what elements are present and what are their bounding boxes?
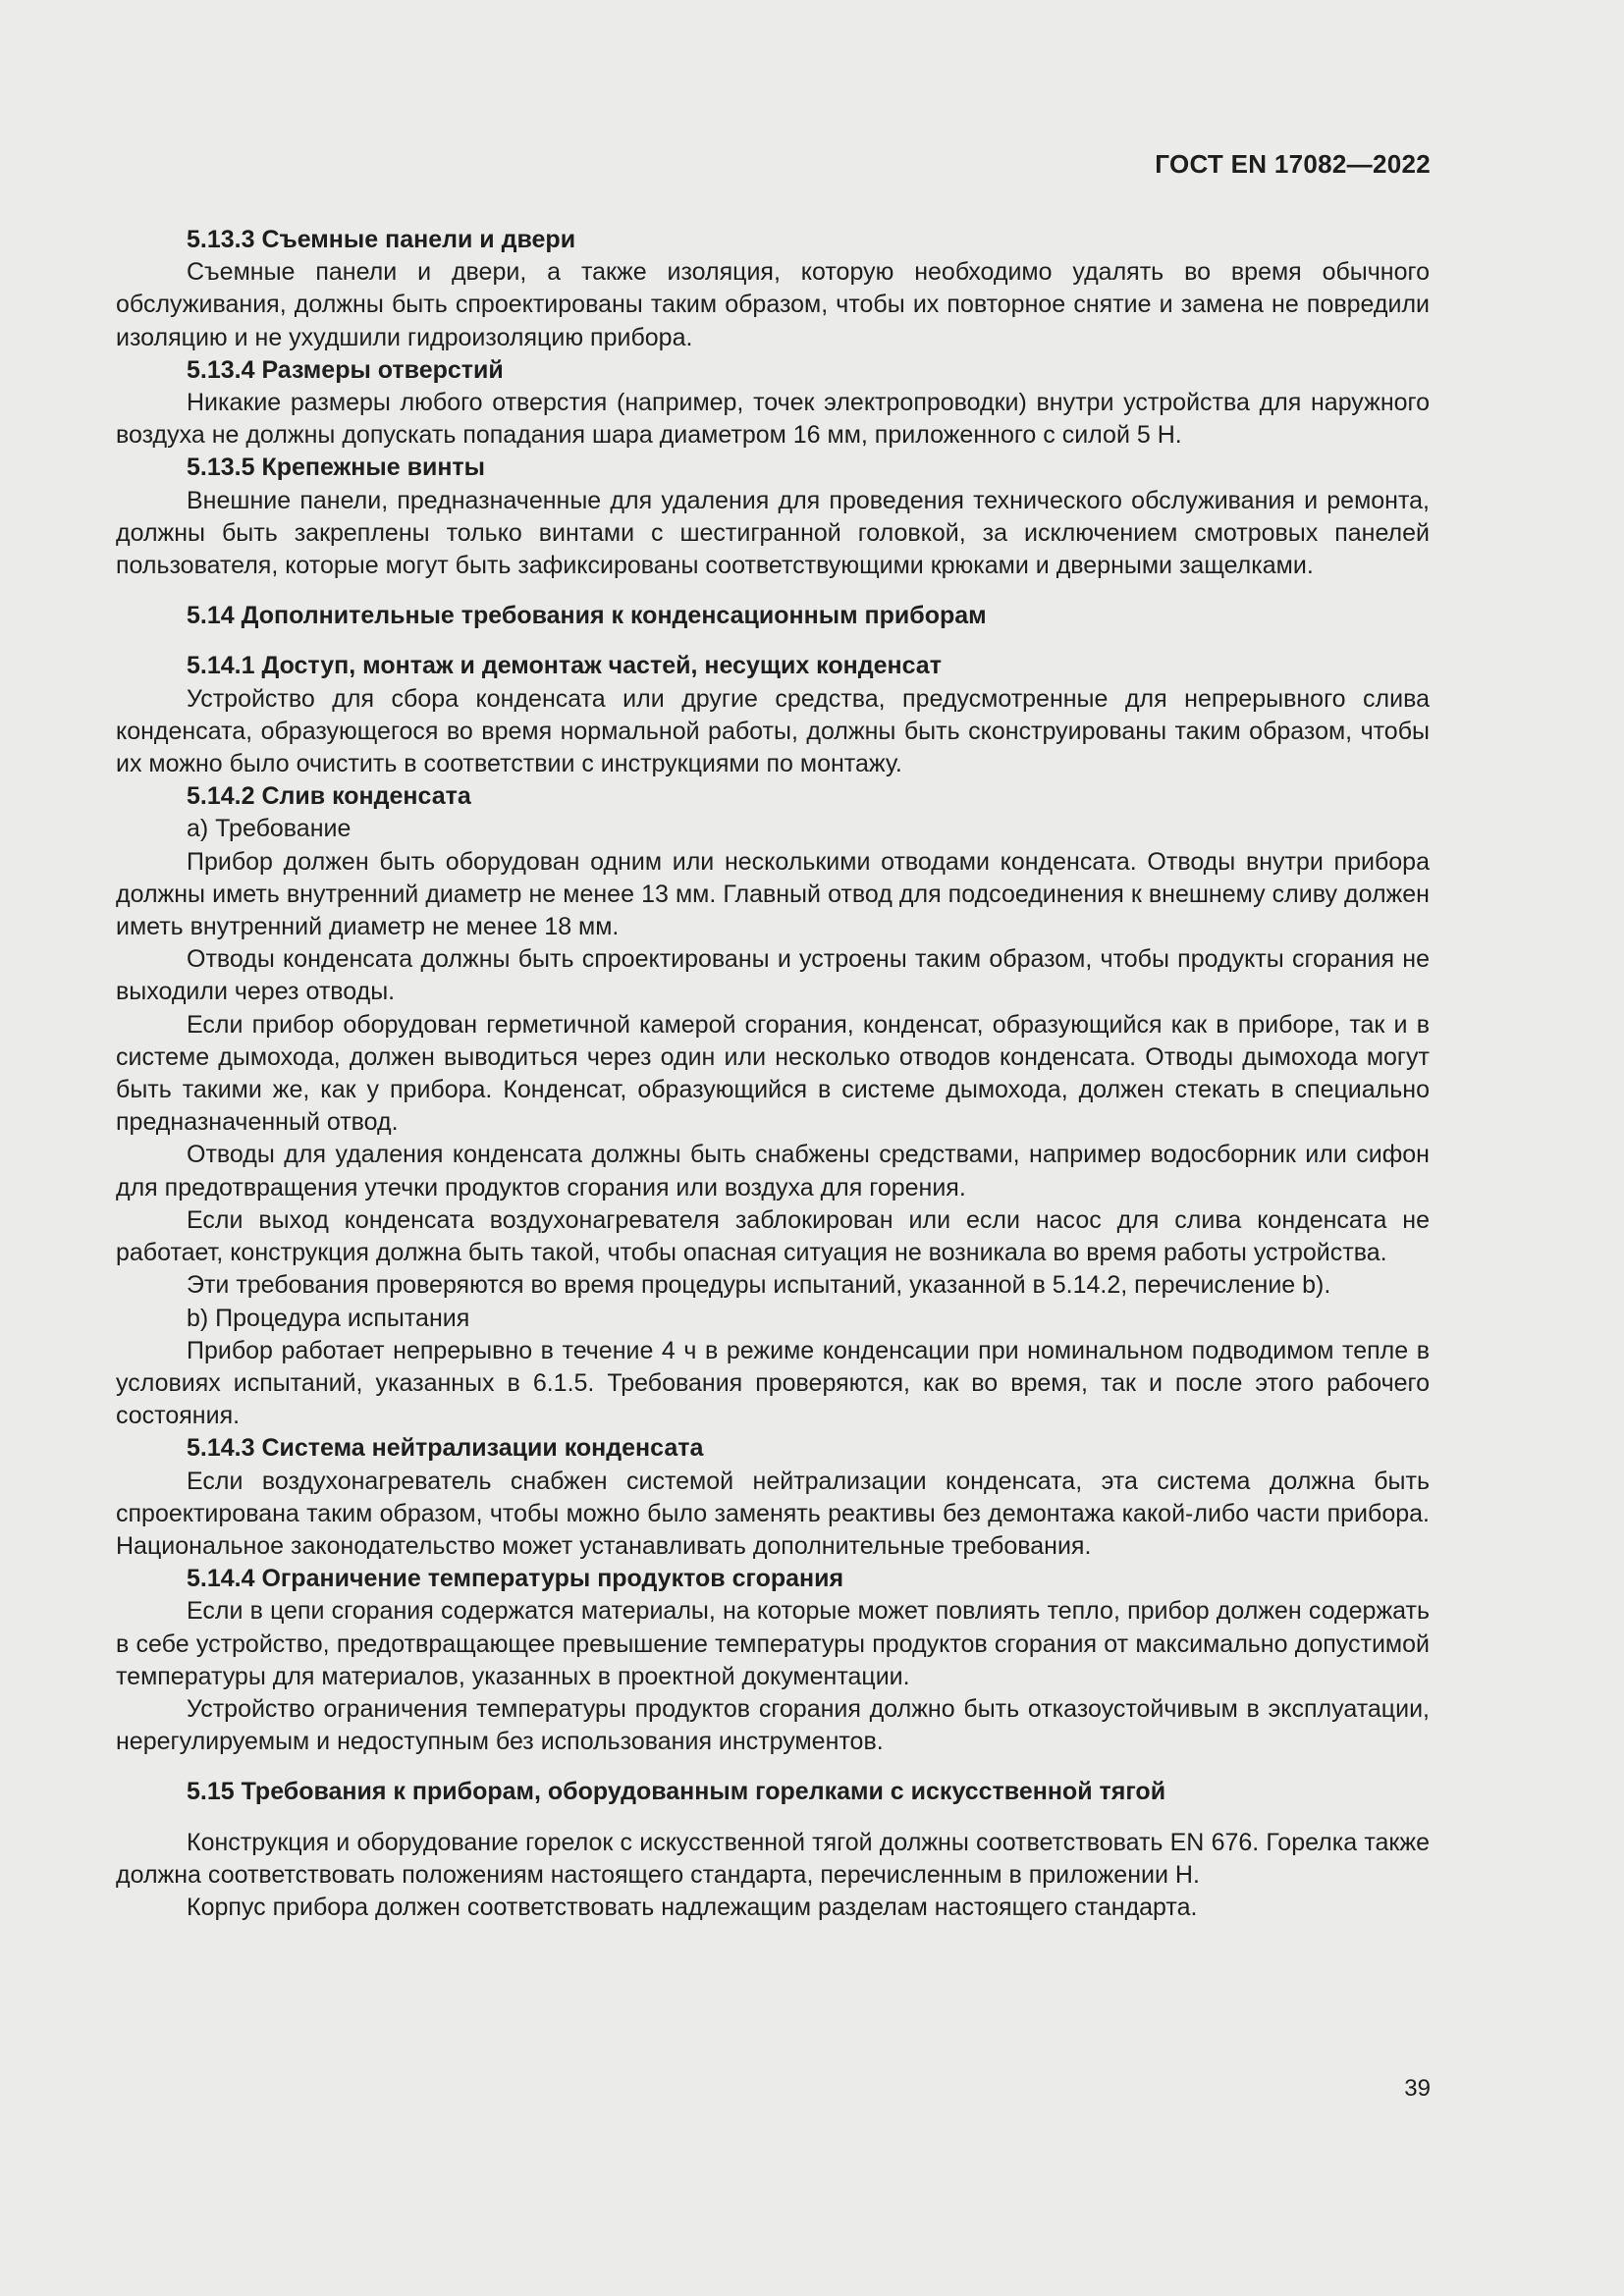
heading-5-14-2: 5.14.2 Слив конденсата — [187, 782, 471, 811]
paragraph: Если выход конденсата воздухонагревателя заблокирован или если насос для слива конденсата не работает, конструкция должна быть такой, чтобы опасная ситуация не возникала во время работы устройства. — [116, 1205, 1430, 1267]
heading-5-15: 5.15 Требования к приборам, оборудованным горелками с искусственной тягой — [187, 1778, 1166, 1806]
document-body — [116, 224, 1430, 1924]
paragraph: Корпус прибора должен соответствовать надлежащим разделам настоящего стандарта. — [187, 1893, 1198, 1921]
heading-5-13-3: 5.13.3 Съемные панели и двери — [187, 226, 576, 253]
paragraph: Устройство ограничения температуры продуктов сгорания должно быть отказоустойчивым в эксплуатации, нерегулируемым и недоступным без использования инструментов. — [116, 1694, 1430, 1756]
heading-5-14-1: 5.14.1 Доступ, монтаж и демонтаж частей, несущих конденсат — [187, 652, 942, 680]
paragraph: Внешние панели, предназначенные для удаления для проведения технического обслуживания и ремонта, должны быть закреплены только винтами с шестигранной головкой, за исключением смотровых панелей пользователя, которые могут быть зафиксированы соответствующими крюками и дверными защелками. — [116, 486, 1430, 580]
paragraph: Если воздухонагреватель снабжен системой нейтрализации конденсата, эта система должна быть спроектирована таким образом, чтобы можно было заменять реактивы без демонтажа какой-либо части прибора. Национальное законодательство может устанавливать дополнительные требования. — [116, 1467, 1430, 1560]
paragraph: Никакие размеры любого отверстия (например, точек электропроводки) внутри устройства для наружного воздуха не должны допускать попадания шара диаметром 16 мм, приложенного с силой 5 Н. — [116, 389, 1430, 450]
list-item-a: а) Требование — [187, 815, 352, 843]
heading-5-14-3: 5.14.3 Система нейтрализации конденсата — [187, 1434, 704, 1463]
document-code: ГОСТ EN 17082—2022 — [1155, 149, 1431, 179]
paragraph: Устройство для сбора конденсата или другие средства, предусмотренные для непрерывного слива конденсата, образующегося во время нормальной работы, должны быть сконструированы таким образом, чтобы их можно было очистить в соответствии с инструкциями по монтажу. — [116, 684, 1430, 778]
paragraph: Если в цепи сгорания содержатся материалы, на которые может повлиять тепло, прибор должен содержать в себе устройство, предотвращающее превышение температуры продуктов сгорания от максимально допустимой температуры для материалов, указанных в проектной документации. — [116, 1597, 1430, 1690]
paragraph: Конструкция и оборудование горелок с искусственной тягой должны соответствовать EN 676. Горелка также должна соответствовать положениям настоящего стандарта, перечисленным в приложении Н. — [116, 1828, 1430, 1889]
paragraph: Отводы для удаления конденсата должны быть снабжены средствами, например водосборник или сифон для предотвращения утечки продуктов сгорания или воздуха для горения. — [116, 1141, 1430, 1201]
paragraph: Съемные панели и двери, а также изоляция, которую необходимо удалять во время обычного обслуживания, должны быть спроектированы таким образом, чтобы их повторное снятие и замена не повредили изоляцию и не ухудшили гидроизоляцию прибора. — [116, 258, 1430, 351]
paragraph: Отводы конденсата должны быть спроектированы и устроены таким образом, чтобы продукты сгорания не выходили через отводы. — [116, 945, 1430, 1006]
page-number: 39 — [1404, 2075, 1431, 2102]
heading-5-13-4: 5.13.4 Размеры отверстий — [187, 355, 504, 384]
heading-5-14: 5.14 Дополнительные требования к конденсационным приборам — [187, 602, 987, 630]
paragraph: Прибор должен быть оборудован одним или несколькими отводами конденсата. Отводы внутри прибора должны иметь внутренний диаметр не менее 13 мм. Главный отвод для подсоединения к внешнему сливу должен иметь внутренний диаметр не менее 18 мм. — [116, 847, 1430, 941]
paragraph: Эти требования проверяются во время процедуры испытаний, указанной в 5.14.2, перечисление b). — [187, 1271, 1331, 1300]
heading-5-13-5: 5.13.5 Крепежные винты — [187, 454, 486, 482]
list-item-b: b) Процедура испытания — [187, 1304, 470, 1332]
paragraph: Прибор работает непрерывно в течение 4 ч в режиме конденсации при номинальном подводимом тепле в условиях испытаний, указанных в 6.1.5. Требования проверяются, как во время, так и после этого рабочего состояния. — [116, 1336, 1430, 1430]
heading-5-14-4: 5.14.4 Ограничение температуры продуктов сгорания — [187, 1565, 844, 1593]
paragraph: Если прибор оборудован герметичной камерой сгорания, конденсат, образующийся как в приборе, так и в системе дымохода, должен выводиться через один или несколько отводов конденсата. Отводы дымохода могут быть такими же, как у прибора. Конденсат, образующийся в системе дымохода, должен стекать в специально предназначенный отвод. — [116, 1010, 1430, 1137]
